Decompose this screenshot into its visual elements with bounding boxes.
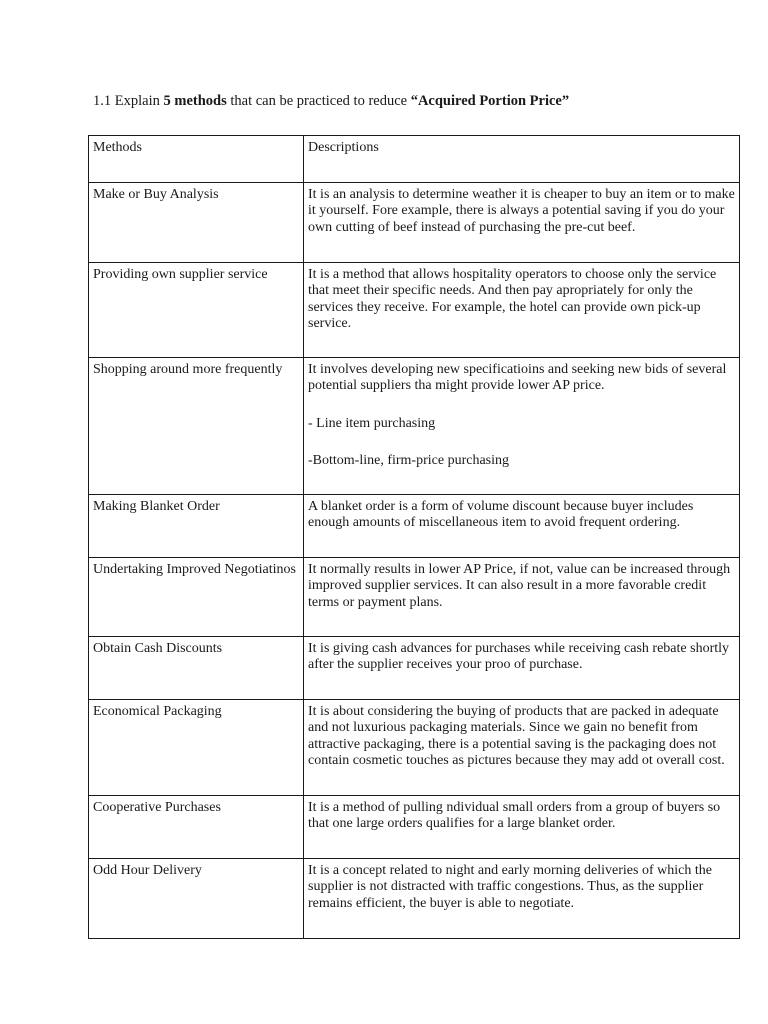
table-row: [89, 263, 740, 358]
table-row: [89, 358, 740, 495]
method-description-cell: [304, 700, 740, 796]
description-paragraph: It is a method that allows hospitality operators to choose only the service that meet their specific needs. And then pay apropriately for only the services they receive. For example, the hotel can provide own pick-up service.: [308, 267, 717, 331]
heading-bold-count: 5 methods: [163, 93, 227, 109]
method-description-cell: [304, 558, 740, 637]
description-paragraph: - Line item purchasing: [308, 415, 436, 431]
table-header-row: [89, 136, 740, 183]
methods-table-body: [89, 136, 740, 939]
description-paragraph: It is giving cash advances for purchases while receiving cash rebate shortly after the supplier receives your proo of purchase.: [308, 641, 730, 673]
heading-quoted-term: “Acquired Portion Price”: [410, 93, 570, 109]
table-row: [89, 796, 740, 859]
description-paragraph: -Bottom-line, firm-price purchasing: [308, 452, 509, 468]
method-description-cell: [304, 859, 740, 939]
methods-table: [88, 135, 740, 939]
method-name-cell: Cooperative Purchases: [89, 796, 304, 859]
method-name-cell: Making Blanket Order: [89, 495, 304, 558]
question-heading: [93, 92, 569, 110]
method-name-cell: Providing own supplier service: [89, 263, 304, 358]
description-paragraph: It is a concept related to night and early morning deliveries of which the supplier is not distracted with traffic congestions. Thus, as the supplier remains efficient, the buyer is able to negotiate.: [308, 863, 712, 911]
description-paragraph: It involves developing new specificatioins and seeking new bids of several potential suppliers tha might provide lower AP price.: [308, 362, 727, 394]
description-paragraph: It normally results in lower AP Price, if not, value can be increased through improved supplier services. It can also result in a more favorable credit terms or payment plans.: [308, 562, 731, 610]
method-name-cell: Make or Buy Analysis: [89, 183, 304, 263]
method-name-cell: Odd Hour Delivery: [89, 859, 304, 939]
method-description-cell: [304, 495, 740, 558]
table-row: [89, 495, 740, 558]
method-name-cell: Economical Packaging: [89, 700, 304, 796]
table-row: [89, 859, 740, 939]
method-name-cell: Obtain Cash Discounts: [89, 637, 304, 700]
header-descriptions: Descriptions: [304, 136, 740, 183]
description-paragraph: It is a method of pulling ndividual small orders from a group of buyers so that one large orders qualifies for a large blanket order.: [308, 800, 721, 832]
description-paragraph: A blanket order is a form of volume discount because buyer includes enough amounts of miscellaneous item to avoid frequent ordering.: [308, 499, 694, 531]
table-row: [89, 637, 740, 700]
table-row: [89, 558, 740, 637]
method-description-cell: [304, 183, 740, 263]
method-name-cell: Undertaking Improved Negotiatinos: [89, 558, 304, 637]
description-paragraph: It is an analysis to determine weather it is cheaper to buy an item or to make it yourself. Fore example, there is always a potential saving if you do your own cutting of beef instead of purchasing the pre-cut beef.: [308, 187, 735, 235]
table-row: [89, 700, 740, 796]
description-paragraph: It is about considering the buying of products that are packed in adequate and not luxurious packaging materials. Since we gain no benefit from attractive packaging, there is a potential saving is the packaging does not contain cosmetic touches as pictures because they may add ot overall cost.: [308, 704, 725, 768]
method-description-cell: [304, 263, 740, 358]
method-name-cell: Shopping around more frequently: [89, 358, 304, 495]
heading-middle: that can be practiced to reduce: [226, 93, 411, 109]
table-row: [89, 183, 740, 263]
method-description-cell: [304, 358, 740, 495]
heading-prefix: 1.1 Explain: [93, 93, 164, 109]
method-description-cell: [304, 637, 740, 700]
header-methods: Methods: [89, 136, 304, 183]
method-description-cell: [304, 796, 740, 859]
